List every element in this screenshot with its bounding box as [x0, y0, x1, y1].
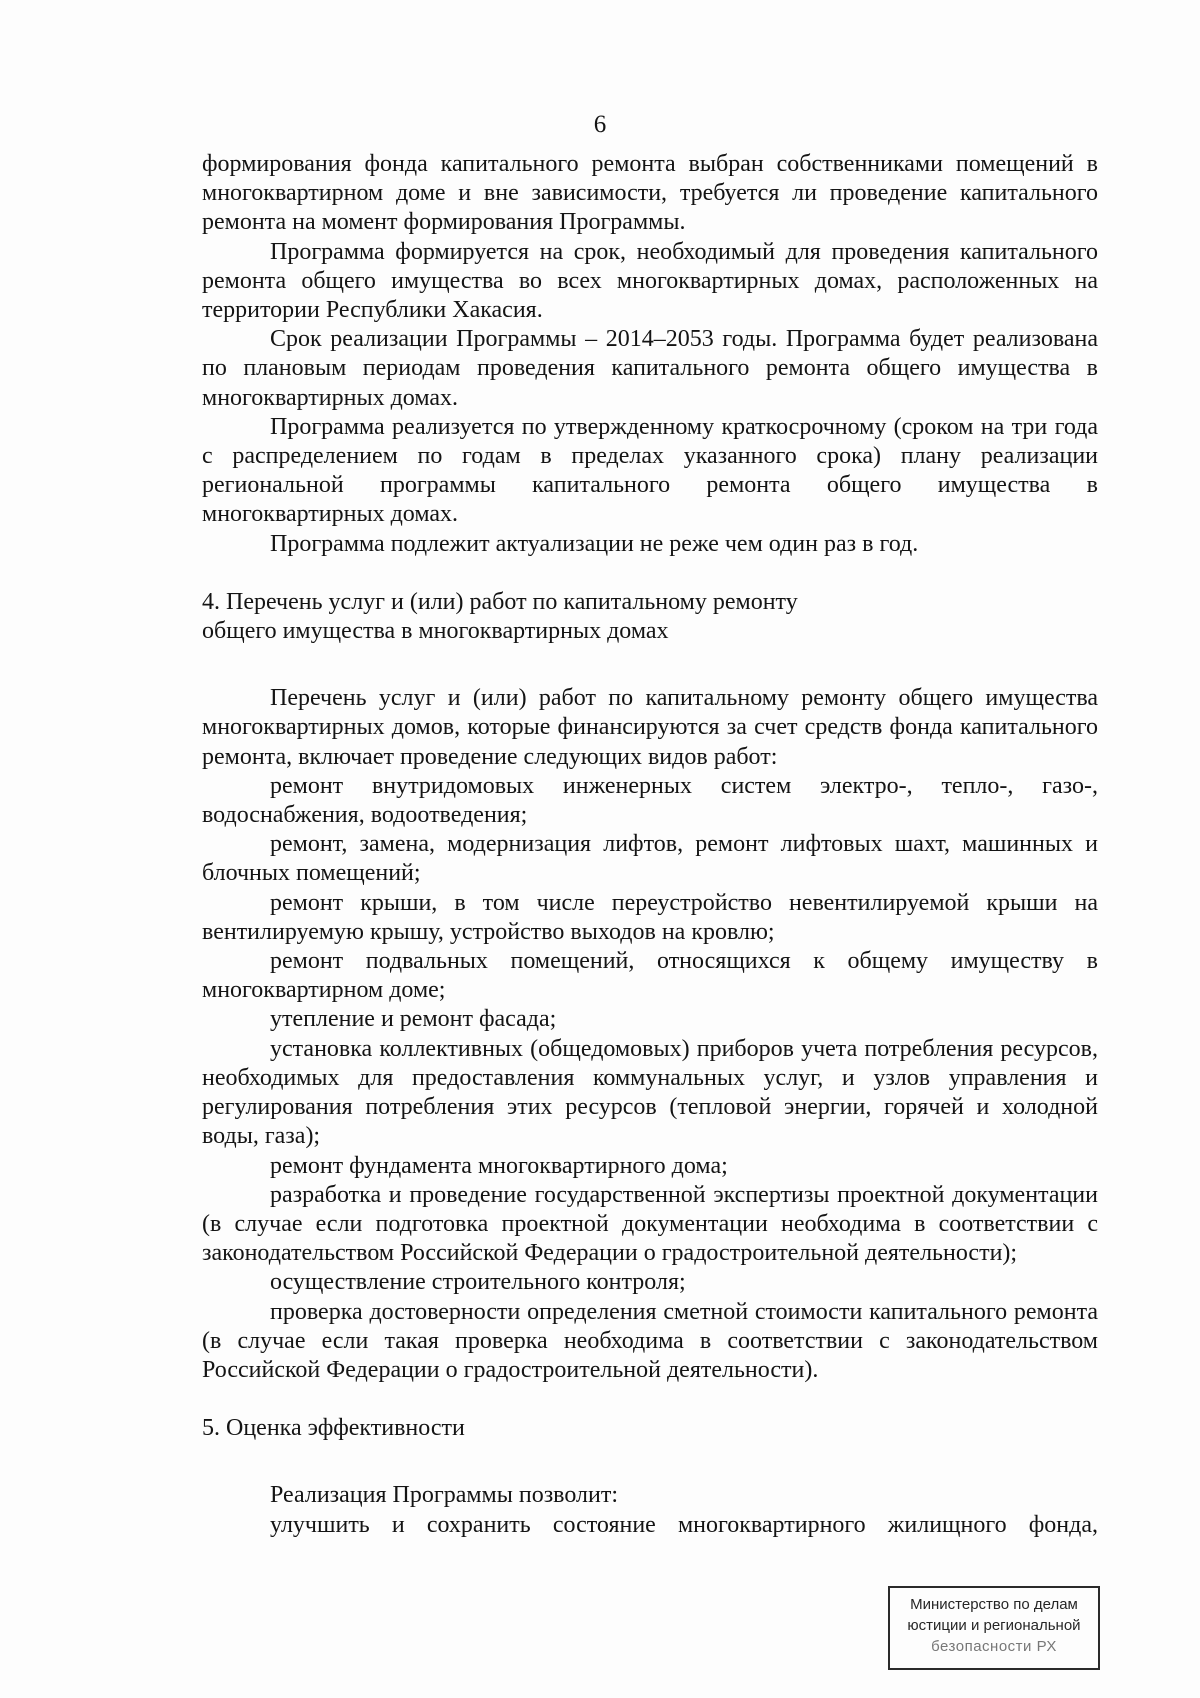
list-item: утепление и ремонт фасада;	[270, 1006, 557, 1033]
list-item: ремонт крыши, в том числе переустройство невентилируемой крыши на вентилируемую крышу, устройство выходов на кровлю;	[202, 889, 1098, 945]
section-4-heading-line-2: общего имущества в многоквартирных домах	[202, 618, 669, 645]
list-item: улучшить и сохранить состояние многоквартирного жилищного фонда,	[270, 1511, 1098, 1538]
list-item: ремонт фундамента многоквартирного дома;	[270, 1152, 728, 1179]
list-item: осуществление строительного контроля;	[270, 1269, 686, 1296]
spacer	[202, 646, 1098, 684]
spacer	[202, 1443, 1098, 1481]
paragraph: Программа формируется на срок, необходимый для проведения капитального ремонта общего имущества во всех многоквартирных домах, расположенных на территории Республики Хакасия.	[202, 238, 1098, 324]
paragraph: Программа подлежит актуализации не реже чем один раз в год.	[270, 530, 919, 557]
paragraph: Программа реализуется по утвержденному краткосрочному (сроком на три года с распределением по годам в пределах указанного срока) плану реализации региональной программы капитального ремонта общего имущества в многоквартирных домах.	[202, 413, 1098, 528]
ministry-stamp	[888, 1586, 1100, 1670]
page-body	[202, 150, 1098, 1540]
list-item: установка коллективных (общедомовых) приборов учета потребления ресурсов, необходимых для предоставления коммунальных услуг, и узлов управления и регулирования потребления этих ресурсов (тепловой энергии, горячей и холодной воды, газа);	[202, 1035, 1098, 1150]
list-item: ремонт подвальных помещений, относящихся к общему имуществу в многоквартирном доме;	[202, 948, 1098, 1004]
paragraph-continuation: формирования фонда капитального ремонта выбран собственниками помещений в многоквартирном доме и вне зависимости, требуется ли проведение капитального ремонта на момент формирования Программы.	[202, 151, 1098, 236]
section-5-heading: 5. Оценка эффективности	[202, 1415, 465, 1442]
list-item: ремонт, замена, модернизация лифтов, ремонт лифтовых шахт, машинных и блочных помещений;	[202, 831, 1098, 887]
paragraph: Срок реализации Программы – 2014–2053 годы. Программа будет реализована по плановым периодам проведения капитального ремонта общего имущества в многоквартирных домах.	[202, 326, 1098, 411]
page-number: 6	[593, 111, 607, 138]
stamp-line: юстиции и региональной	[907, 1617, 1081, 1634]
spacer	[202, 559, 1098, 588]
stamp-line: Министерство по делам	[910, 1596, 1078, 1613]
spacer	[202, 1385, 1098, 1414]
section-5-intro: Реализация Программы позволит:	[270, 1482, 618, 1509]
list-item: проверка достоверности определения сметной стоимости капитального ремонта (в случае если такая проверка необходима в соответствии с законодательством Российской Федерации о градостроительной деятельности).	[202, 1298, 1098, 1383]
section-4-intro: Перечень услуг и (или) работ по капитальному ремонту общего имущества многоквартирных домов, которые финансируются за счет средств фонда капитального ремонта, включает проведение следующих видов работ:	[202, 685, 1098, 770]
list-item: ремонт внутридомовых инженерных систем электро-, тепло-, газо-, водоснабжения, водоотведения;	[202, 772, 1098, 829]
list-item: разработка и проведение государственной экспертизы проектной документации (в случае если подготовка проектной документации необходима в соответствии с законодательством Российской Федерации о градостроительной деятельности);	[202, 1181, 1098, 1267]
section-4-heading-line-1: 4. Перечень услуг и (или) работ по капитальному ремонту	[202, 588, 798, 615]
stamp-line: безопасности РХ	[931, 1638, 1057, 1655]
